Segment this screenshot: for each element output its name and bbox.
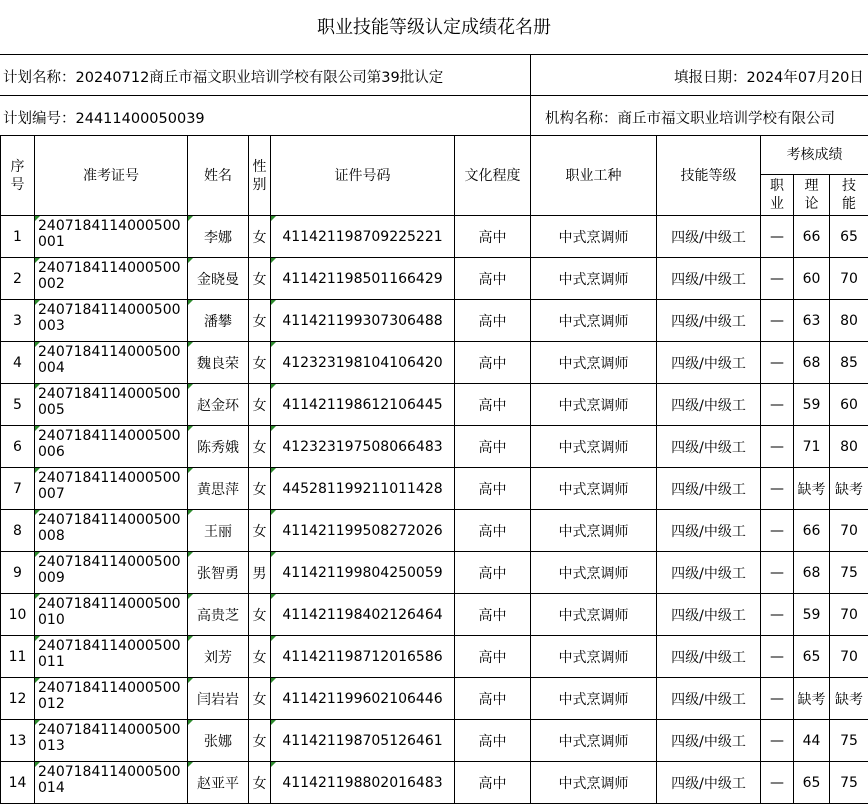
skill-score-cell: 70 [830,594,868,636]
ticket-cell: 2407184114000500009 [35,552,188,594]
trade-cell: 中式烹调师 [531,426,657,468]
id-number-cell: 411421198705126461 [271,720,455,762]
occupation-score-cell: — [761,762,794,804]
trade-cell: 中式烹调师 [531,216,657,258]
occupation-score-cell: — [761,510,794,552]
trade-cell: 中式烹调师 [531,258,657,300]
level-cell: 四级/中级工 [657,720,761,762]
table-row [1,384,868,426]
ticket-cell: 2407184114000500008 [35,510,188,552]
skill-score-cell: 75 [830,552,868,594]
header-ticket: 准考证号 [35,136,188,216]
theory-score-cell: 63 [794,300,830,342]
trade-cell: 中式烹调师 [531,510,657,552]
education-cell: 高中 [455,216,531,258]
table-row [1,216,868,258]
theory-score-cell: 缺考 [794,468,830,510]
education-cell: 高中 [455,300,531,342]
skill-score-cell: 70 [830,636,868,678]
name-cell: 赵亚平 [188,762,249,804]
occupation-score-cell: — [761,216,794,258]
name-cell: 黄思萍 [188,468,249,510]
gender-cell: 男 [249,552,271,594]
page-title: 职业技能等级认定成绩花名册 [0,0,868,54]
table-row [1,258,868,300]
trade-cell: 中式烹调师 [531,342,657,384]
header-education: 文化程度 [455,136,531,216]
seq-cell: 3 [1,300,35,342]
name-cell: 金晓曼 [188,258,249,300]
skill-score-cell: 缺考 [830,678,868,720]
id-number-cell: 411421198402126464 [271,594,455,636]
theory-score-cell: 59 [794,384,830,426]
level-cell: 四级/中级工 [657,216,761,258]
ticket-cell: 2407184114000500014 [35,762,188,804]
table-row [1,552,868,594]
divider [0,54,868,55]
header-id: 证件号码 [271,136,455,216]
score-table [0,135,868,804]
trade-cell: 中式烹调师 [531,300,657,342]
ticket-cell: 2407184114000500010 [35,594,188,636]
header-seq: 序号 [1,136,35,216]
gender-cell: 女 [249,216,271,258]
theory-score-cell: 缺考 [794,678,830,720]
ticket-cell: 2407184114000500004 [35,342,188,384]
skill-score-cell: 75 [830,720,868,762]
name-cell: 张娜 [188,720,249,762]
gender-cell: 女 [249,510,271,552]
table-row [1,720,868,762]
seq-cell: 1 [1,216,35,258]
header-gender: 性别 [249,136,271,216]
occupation-score-cell: — [761,594,794,636]
trade-cell: 中式烹调师 [531,636,657,678]
table-row [1,510,868,552]
education-cell: 高中 [455,258,531,300]
theory-score-cell: 59 [794,594,830,636]
skill-score-cell: 65 [830,216,868,258]
education-cell: 高中 [455,762,531,804]
trade-cell: 中式烹调师 [531,762,657,804]
education-cell: 高中 [455,426,531,468]
table-row [1,426,868,468]
ticket-cell: 2407184114000500001 [35,216,188,258]
education-cell: 高中 [455,468,531,510]
name-cell: 张智勇 [188,552,249,594]
ticket-cell: 2407184114000500013 [35,720,188,762]
seq-cell: 8 [1,510,35,552]
header-trade: 职业工种 [531,136,657,216]
occupation-score-cell: — [761,468,794,510]
ticket-cell: 2407184114000500003 [35,300,188,342]
table-row [1,594,868,636]
level-cell: 四级/中级工 [657,678,761,720]
skill-score-cell: 70 [830,510,868,552]
gender-cell: 女 [249,594,271,636]
table-row [1,468,868,510]
gender-cell: 女 [249,468,271,510]
id-number-cell: 411421198802016483 [271,762,455,804]
level-cell: 四级/中级工 [657,258,761,300]
id-number-cell: 412323198104106420 [271,342,455,384]
theory-score-cell: 71 [794,426,830,468]
education-cell: 高中 [455,552,531,594]
theory-score-cell: 60 [794,258,830,300]
seq-cell: 13 [1,720,35,762]
plan-name: 计划名称：20240712商丘市福文职业培训学校有限公司第39批认定 [3,66,443,87]
education-cell: 高中 [455,678,531,720]
table-row [1,636,868,678]
ticket-cell: 2407184114000500005 [35,384,188,426]
level-cell: 四级/中级工 [657,552,761,594]
trade-cell: 中式烹调师 [531,552,657,594]
ticket-cell: 2407184114000500002 [35,258,188,300]
table-row [1,762,868,804]
occupation-score-cell: — [761,636,794,678]
gender-cell: 女 [249,342,271,384]
table-row [1,342,868,384]
education-cell: 高中 [455,342,531,384]
name-cell: 赵金环 [188,384,249,426]
level-cell: 四级/中级工 [657,636,761,678]
id-number-cell: 411421199804250059 [271,552,455,594]
skill-score-cell: 60 [830,384,868,426]
occupation-score-cell: — [761,720,794,762]
education-cell: 高中 [455,720,531,762]
skill-score-cell: 80 [830,426,868,468]
header-skill: 技能 [830,175,868,216]
trade-cell: 中式烹调师 [531,468,657,510]
level-cell: 四级/中级工 [657,468,761,510]
gender-cell: 女 [249,762,271,804]
level-cell: 四级/中级工 [657,342,761,384]
theory-score-cell: 65 [794,762,830,804]
name-cell: 魏良荣 [188,342,249,384]
id-number-cell: 411421198612106445 [271,384,455,426]
level-cell: 四级/中级工 [657,384,761,426]
name-cell: 高贵芝 [188,594,249,636]
level-cell: 四级/中级工 [657,594,761,636]
seq-cell: 6 [1,426,35,468]
header-occupation: 职业 [761,175,794,216]
gender-cell: 女 [249,258,271,300]
fill-date: 填报日期：2024年07月20日 [674,66,864,87]
header-theory: 理论 [794,175,830,216]
skill-score-cell: 70 [830,258,868,300]
header-row [1,136,868,175]
theory-score-cell: 65 [794,636,830,678]
name-cell: 闫岩岩 [188,678,249,720]
seq-cell: 2 [1,258,35,300]
education-cell: 高中 [455,594,531,636]
trade-cell: 中式烹调师 [531,720,657,762]
occupation-score-cell: — [761,552,794,594]
seq-cell: 14 [1,762,35,804]
id-number-cell: 412323197508066483 [271,426,455,468]
name-cell: 王丽 [188,510,249,552]
occupation-score-cell: — [761,426,794,468]
name-cell: 李娜 [188,216,249,258]
gender-cell: 女 [249,720,271,762]
skill-score-cell: 80 [830,300,868,342]
seq-cell: 11 [1,636,35,678]
trade-cell: 中式烹调师 [531,384,657,426]
id-number-cell: 411421198501166429 [271,258,455,300]
education-cell: 高中 [455,510,531,552]
level-cell: 四级/中级工 [657,300,761,342]
ticket-cell: 2407184114000500011 [35,636,188,678]
table-row [1,300,868,342]
header-name: 姓名 [188,136,249,216]
id-number-cell: 411421199307306488 [271,300,455,342]
table-row [1,678,868,720]
occupation-score-cell: — [761,384,794,426]
theory-score-cell: 68 [794,552,830,594]
education-cell: 高中 [455,636,531,678]
ticket-cell: 2407184114000500012 [35,678,188,720]
skill-score-cell: 缺考 [830,468,868,510]
seq-cell: 10 [1,594,35,636]
level-cell: 四级/中级工 [657,510,761,552]
plan-number: 计划编号：24411400050039 [3,107,205,128]
theory-score-cell: 44 [794,720,830,762]
theory-score-cell: 68 [794,342,830,384]
occupation-score-cell: — [761,678,794,720]
header-level: 技能等级 [657,136,761,216]
seq-cell: 9 [1,552,35,594]
education-cell: 高中 [455,384,531,426]
seq-cell: 5 [1,384,35,426]
level-cell: 四级/中级工 [657,762,761,804]
id-number-cell: 411421199508272026 [271,510,455,552]
organization-name: 机构名称：商丘市福文职业培训学校有限公司 [545,107,835,128]
ticket-cell: 2407184114000500007 [35,468,188,510]
trade-cell: 中式烹调师 [531,594,657,636]
id-number-cell: 411421199602106446 [271,678,455,720]
gender-cell: 女 [249,678,271,720]
gender-cell: 女 [249,426,271,468]
occupation-score-cell: — [761,300,794,342]
id-number-cell: 445281199211011428 [271,468,455,510]
name-cell: 潘攀 [188,300,249,342]
level-cell: 四级/中级工 [657,426,761,468]
skill-score-cell: 85 [830,342,868,384]
gender-cell: 女 [249,300,271,342]
ticket-cell: 2407184114000500006 [35,426,188,468]
gender-cell: 女 [249,636,271,678]
divider [0,95,868,96]
occupation-score-cell: — [761,342,794,384]
name-cell: 刘芳 [188,636,249,678]
theory-score-cell: 66 [794,216,830,258]
header-scores: 考核成绩 [761,136,868,175]
id-number-cell: 411421198709225221 [271,216,455,258]
seq-cell: 4 [1,342,35,384]
gender-cell: 女 [249,384,271,426]
occupation-score-cell: — [761,258,794,300]
seq-cell: 12 [1,678,35,720]
theory-score-cell: 66 [794,510,830,552]
skill-score-cell: 75 [830,762,868,804]
seq-cell: 7 [1,468,35,510]
name-cell: 陈秀娥 [188,426,249,468]
trade-cell: 中式烹调师 [531,678,657,720]
id-number-cell: 411421198712016586 [271,636,455,678]
